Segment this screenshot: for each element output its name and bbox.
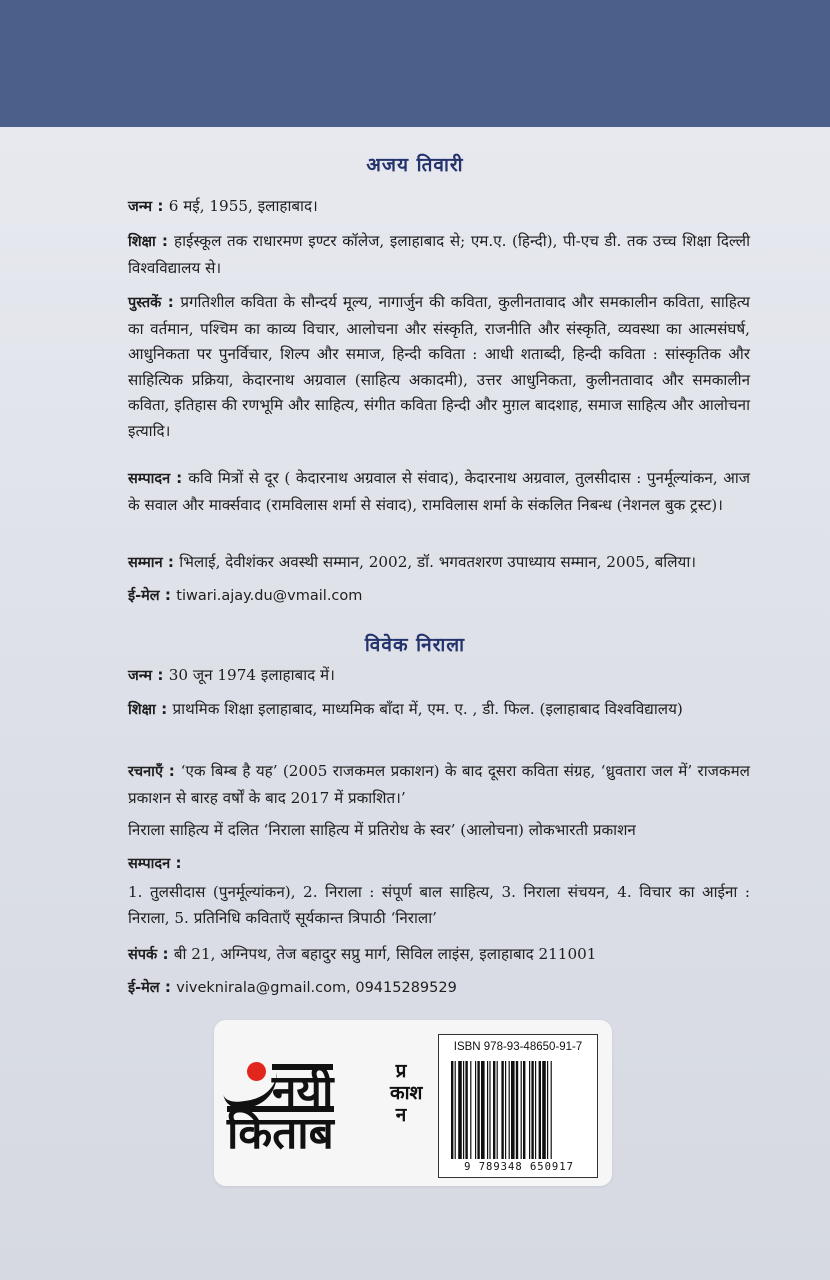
honours-text: भिलाई, देवीशंकर अवस्थी सम्मान, 2002, डॉ. भगवतशरण उपाध्याय सम्मान, 2005, बलिया। bbox=[179, 553, 697, 571]
email-label: ई-मेल bbox=[128, 588, 160, 604]
birth-text: 6 मई, 1955, इलाहाबाद। bbox=[168, 197, 318, 215]
author2-birth: जन्म : 30 जून 1974 इलाहाबाद में। bbox=[128, 666, 335, 684]
author2-editing-text: 1. तुलसीदास (पुनर्मूल्यांकन), 2. निराला : संपूर्ण बाल साहित्य, 3. निराला संचयन, 4. विचार का आईना : निराला, 5. प्रतिनिधि कविताएँ सूर्यकान्त त्रिपाठी ‘निराला’ bbox=[128, 883, 750, 927]
birth-label: जन्म bbox=[128, 199, 153, 215]
author1-name: अजय तिवारी bbox=[366, 154, 464, 176]
editing-text: कवि मित्रों से दूर ( केदारनाथ अग्रवाल से संवाद), केदारनाथ अग्रवाल, तुलसीदास : पुनर्मूल्यांकन, आज के सवाल और मार्क्सवाद (रामविलास शर्मा से संवाद), रामविलास शर्मा के संकलित निबन्ध (नेशनल बुक ट्रस्ट)। bbox=[128, 469, 750, 514]
isbn-number: ISBN 978-93-48650-91-7 bbox=[453, 1041, 583, 1053]
works-text: ‘एक बिम्ब है यह’ (2005 राजकमल प्रकाशन) के बाद दूसरा कविता संग्रह, ‘ध्रुवतारा जल में’ राजकमल प्रकाशन से बारह वर्षों के बाद 2017 में प्रकाशित।’ bbox=[128, 762, 750, 807]
barcode-icon bbox=[451, 1061, 585, 1159]
author2-name: विवेक निराला bbox=[364, 634, 466, 656]
author1-birth: जन्म : 6 मई, 1955, इलाहाबाद। bbox=[128, 197, 318, 215]
education-text: हाईस्कूल तक राधारमण इण्टर कॉलेज, इलाहाबाद से; एम.ए. (हिन्दी), पी-एच डी. तक उच्च शिक्षा दिल्ली विश्वविद्यालय से। bbox=[128, 232, 750, 277]
logo-word-prakashan: प्रकाशन bbox=[390, 1060, 423, 1126]
email-text: tiwari.ajay.du@vmail.com bbox=[176, 588, 363, 604]
author2-email: ई-मेल : viveknirala@gmail.com, 09415289529 bbox=[128, 978, 457, 996]
author1-honours: सम्मान : भिलाई, देवीशंकर अवस्थी सम्मान, 2002, डॉ. भगवतशरण उपाध्याय सम्मान, 2005, बलिया। bbox=[128, 553, 697, 571]
works-label: रचनाएँ bbox=[128, 764, 163, 780]
email-label: ई-मेल bbox=[128, 980, 160, 996]
contact-text: बी 21, अग्निपथ, तेज बहादुर सप्रु मार्ग, सिविल लाइंस, इलाहाबाद 211001 bbox=[173, 945, 597, 963]
author1-education: शिक्षा : हाईस्कूल तक राधारमण इण्टर कॉलेज, इलाहाबाद से; एम.ए. (हिन्दी), पी-एच डी. तक उच्च शिक्षा दिल्ली विश्वविद्यालय से। bbox=[128, 232, 750, 277]
publisher-logo bbox=[214, 1020, 436, 1186]
isbn-barcode-box bbox=[438, 1034, 598, 1178]
education-label: शिक्षा bbox=[128, 702, 156, 718]
author2-contact: संपर्क : बी 21, अग्निपथ, तेज बहादुर सप्रु मार्ग, सिविल लाइंस, इलाहाबाद 211001 bbox=[128, 945, 597, 963]
books-text: प्रगतिशील कविता के सौन्दर्य मूल्य, नागार्जुन की कविता, कुलीनतावाद और समकालीन कविता, साहित्य का वर्तमान, पश्चिम का काव्य विचार, आलोचना और संस्कृति, राजनीति और संस्कृति, व्यवस्था का आत्मसंघर्ष, आधुनिकता पर पुनर्विचार, शिल्प और समाज, हिन्दी कविता : आधी शताब्दी, हिन्दी कविता : सांस्कृतिक और साहित्यिक प्रक्रिया, केदारनाथ अग्रवाल (साहित्य अकादमी), उत्तर आधुनिकता, कुलीनतावाद और समकालीन कविता, इतिहास की रणभूमि और साहित्य, संगीत कविता हिन्दी और मुग़ल बादशाह, समाज साहित्य और आलोचना इत्यादि। bbox=[128, 293, 750, 440]
education-label: शिक्षा bbox=[128, 234, 156, 250]
author1-books: पुस्तकें : प्रगतिशील कविता के सौन्दर्य मूल्य, नागार्जुन की कविता, कुलीनतावाद और समकालीन कविता, साहित्य का वर्तमान, पश्चिम का काव्य विचार, आलोचना और संस्कृति, राजनीति और संस्कृति, व्यवस्था का आत्मसंघर्ष, आधुनिकता पर पुनर्विचार, शिल्प और समाज, हिन्दी कविता : आधी शताब्दी, हिन्दी कविता : सांस्कृतिक और साहित्यिक प्रक्रिया, केदारनाथ अग्रवाल (साहित्य अकादमी), उत्तर आधुनिकता, कुलीनतावाद और समकालीन कविता, इतिहास की रणभूमि और साहित्य, संगीत कविता हिन्दी और मुग़ल बादशाह, समाज साहित्य और आलोचना इत्यादि। bbox=[128, 293, 750, 440]
barcode-digits: 9 789348 650917 bbox=[464, 1161, 574, 1173]
contact-label: संपर्क bbox=[128, 947, 158, 963]
honours-label: सम्मान bbox=[128, 555, 163, 571]
author2-education: शिक्षा : प्राथमिक शिक्षा इलाहाबाद, माध्यमिक बाँदा में, एम. ए. , डी. फिल. (इलाहाबाद विश्वविद्यालय) bbox=[128, 700, 683, 718]
publisher-panel bbox=[214, 1020, 612, 1186]
education-text: प्राथमिक शिक्षा इलाहाबाद, माध्यमिक बाँदा में, एम. ए. , डी. फिल. (इलाहाबाद विश्वविद्यालय) bbox=[172, 700, 683, 718]
author2-editing-label-line: सम्पादन : bbox=[128, 854, 182, 872]
birth-label: जन्म bbox=[128, 668, 153, 684]
logo-word-kitab: किताब bbox=[227, 1108, 334, 1159]
author1-editing: सम्पादन : कवि मित्रों से दूर ( केदारनाथ अग्रवाल से संवाद), केदारनाथ अग्रवाल, तुलसीदास : पुनर्मूल्यांकन, आज के सवाल और मार्क्सवाद (रामविलास शर्मा से संवाद), रामविलास शर्मा के संकलित निबन्ध (नेशनल बुक ट्रस्ट)। bbox=[128, 469, 750, 514]
email-text: viveknirala@gmail.com, 09415289529 bbox=[176, 980, 457, 996]
books-label: पुस्तकें bbox=[128, 295, 162, 311]
top-color-band bbox=[0, 0, 830, 127]
editing-label: सम्पादन bbox=[128, 471, 171, 487]
birth-text: 30 जून 1974 इलाहाबाद में। bbox=[168, 666, 335, 684]
author2-works: रचनाएँ : ‘एक बिम्ब है यह’ (2005 राजकमल प्रकाशन) के बाद दूसरा कविता संग्रह, ‘ध्रुवतारा जल में’ राजकमल प्रकाशन से बारह वर्षों के बाद 2017 में प्रकाशित।’ bbox=[128, 762, 750, 807]
author1-email: ई-मेल : tiwari.ajay.du@vmail.com bbox=[128, 586, 363, 604]
editing-label: सम्पादन bbox=[128, 856, 171, 872]
logo-word-nayi: नयी bbox=[272, 1066, 334, 1117]
author2-works-extra: निराला साहित्य में दलित ‘निराला साहित्य में प्रतिरोध के स्वर’ (आलोचना) लोकभारती प्रकाशन bbox=[128, 821, 636, 839]
